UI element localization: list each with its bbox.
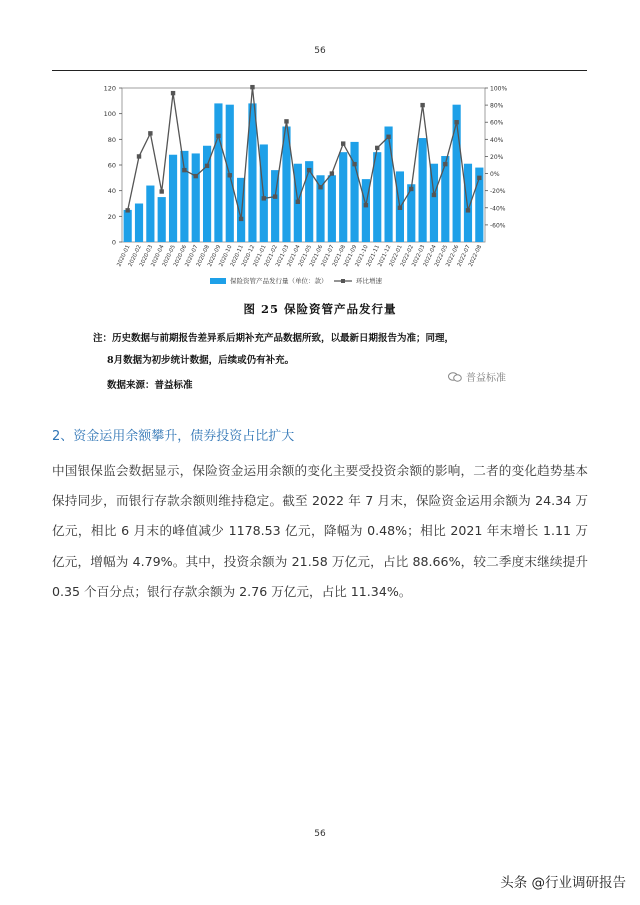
growth-point bbox=[477, 176, 481, 180]
growth-point bbox=[160, 189, 164, 193]
growth-point bbox=[432, 193, 436, 197]
left-tick-label: 20 bbox=[107, 212, 116, 221]
bar bbox=[180, 151, 188, 242]
growth-point bbox=[125, 208, 129, 212]
x-tick-label: 2020-10 bbox=[218, 244, 234, 268]
growth-point bbox=[148, 131, 152, 135]
top-rule bbox=[52, 70, 587, 71]
x-tick-label: 2020-07 bbox=[184, 244, 200, 268]
left-tick-label: 60 bbox=[107, 161, 116, 170]
x-tick-label: 2021-04 bbox=[286, 244, 302, 268]
footer-brand: 头条 @行业调研报告 bbox=[500, 875, 626, 891]
x-tick-label: 2021-01 bbox=[252, 244, 268, 268]
watermark-text: 普益标准 bbox=[466, 373, 506, 384]
growth-point bbox=[228, 173, 232, 177]
figure-note-line-1: 注：历史数据与前期报告差异系后期补充产品数据所致，以最新日期报告为准；同理， bbox=[93, 333, 455, 344]
bar bbox=[339, 152, 347, 242]
growth-point bbox=[284, 119, 288, 123]
growth-point bbox=[330, 171, 334, 175]
growth-point bbox=[273, 194, 277, 198]
x-tick-label: 2020-02 bbox=[127, 244, 143, 268]
x-tick-label: 2021-12 bbox=[377, 244, 393, 268]
growth-point bbox=[216, 134, 220, 138]
growth-point bbox=[250, 85, 254, 89]
growth-point bbox=[341, 141, 345, 145]
bar bbox=[214, 103, 222, 242]
right-tick-label: 20% bbox=[490, 153, 504, 161]
x-tick-label: 2020-05 bbox=[161, 244, 177, 268]
data-source: 数据来源：普益标准 bbox=[107, 380, 193, 391]
growth-point bbox=[307, 168, 311, 172]
growth-point bbox=[454, 120, 458, 124]
bar bbox=[441, 156, 449, 242]
growth-point bbox=[296, 200, 300, 204]
figure-note-line-2: 8月数据为初步统计数据，后续或仍有补充。 bbox=[107, 355, 295, 366]
bar bbox=[158, 197, 166, 242]
x-tick-label: 2021-06 bbox=[309, 244, 325, 268]
figure-caption: 图 25 保险资管产品发行量 bbox=[243, 302, 397, 316]
right-tick-label: -40% bbox=[490, 205, 506, 213]
body-paragraph: 中国银保监会数据显示，保险资金运用余额的变化主要受投资余额的影响，二者的变化趋势基本保持同步，而银行存款余额则维持稳定。截至 2022 年 7 月末，保险资金运用余额为 24.34 万亿元，相比 6 月末的峰值减少 1178.53 亿元，降幅为 0.48%；相比 2021 年末增长 1.11 万亿元，增幅为 4.79%。其中，投资余额为 21.58 万亿元，占比 88.66%，较二季度末继续提升 0.35 个百分点；银行存款余额为 2.76 万亿元，占比 11.34%。 bbox=[52, 463, 588, 599]
x-tick-label: 2022-02 bbox=[399, 244, 416, 268]
left-tick-label: 100 bbox=[103, 110, 116, 119]
page-number-bottom: 56 bbox=[314, 829, 326, 839]
x-tick-label: 2020-12 bbox=[241, 244, 257, 268]
bar bbox=[203, 146, 211, 242]
growth-point bbox=[386, 135, 390, 139]
left-tick-label: 40 bbox=[107, 187, 116, 196]
x-tick-label: 2020-09 bbox=[207, 244, 223, 268]
left-tick-label: 80 bbox=[107, 135, 116, 144]
growth-point bbox=[352, 162, 356, 166]
right-tick-label: -20% bbox=[490, 188, 506, 196]
right-tick-label: 80% bbox=[490, 102, 504, 110]
wechat-icon bbox=[448, 372, 462, 382]
x-tick-label: 2021-09 bbox=[343, 244, 359, 268]
growth-point bbox=[420, 103, 424, 107]
right-tick-label: 40% bbox=[490, 136, 504, 144]
bar bbox=[135, 204, 143, 243]
legend-bar-swatch bbox=[210, 278, 226, 284]
growth-point bbox=[318, 185, 322, 189]
x-tick-label: 2021-03 bbox=[275, 244, 291, 268]
right-tick-label: -60% bbox=[490, 222, 506, 230]
left-tick-label: 120 bbox=[103, 84, 116, 93]
bar bbox=[350, 142, 358, 242]
growth-point bbox=[409, 187, 413, 191]
growth-point bbox=[443, 162, 447, 166]
growth-point bbox=[205, 164, 209, 168]
bar bbox=[192, 153, 200, 242]
x-tick-label: 2022-06 bbox=[445, 244, 461, 268]
bar bbox=[124, 210, 132, 242]
right-tick-label: 0% bbox=[490, 171, 500, 179]
x-tick-label: 2021-02 bbox=[263, 244, 279, 268]
growth-point bbox=[194, 174, 198, 178]
x-tick-label: 2021-08 bbox=[331, 244, 348, 268]
growth-point bbox=[182, 168, 186, 172]
x-tick-label: 2020-08 bbox=[195, 244, 211, 268]
bar bbox=[146, 186, 154, 242]
right-tick-label: 60% bbox=[490, 119, 504, 127]
bar bbox=[169, 155, 177, 242]
right-tick-label: 100% bbox=[490, 85, 508, 93]
growth-point bbox=[137, 154, 141, 158]
bar bbox=[419, 138, 427, 242]
x-tick-label: 2020-01 bbox=[116, 244, 132, 268]
x-tick-label: 2022-07 bbox=[456, 244, 472, 268]
section-heading: 2、资金运用余额攀升，债券投资占比扩大 bbox=[52, 429, 295, 444]
x-tick-label: 2022-04 bbox=[422, 244, 438, 268]
x-tick-label: 2020-06 bbox=[173, 244, 189, 268]
x-tick-label: 2021-11 bbox=[365, 244, 382, 268]
growth-point bbox=[364, 203, 368, 207]
page-number-top: 56 bbox=[314, 46, 326, 56]
x-tick-label: 2020-11 bbox=[229, 244, 245, 268]
legend-line-marker bbox=[341, 279, 345, 283]
left-tick-label: 0 bbox=[111, 238, 116, 247]
growth-point bbox=[262, 196, 266, 200]
x-tick-label: 2022-01 bbox=[388, 244, 404, 268]
growth-point bbox=[398, 206, 402, 210]
bar bbox=[328, 175, 336, 242]
x-tick-label: 2022-08 bbox=[467, 244, 484, 268]
x-tick-label: 2021-05 bbox=[297, 244, 313, 268]
growth-point bbox=[171, 91, 175, 95]
growth-point bbox=[239, 217, 243, 221]
x-tick-label: 2020-04 bbox=[150, 244, 166, 268]
x-tick-label: 2020-03 bbox=[139, 244, 155, 268]
bar bbox=[384, 127, 392, 243]
x-tick-label: 2021-10 bbox=[354, 244, 370, 268]
legend-bar-label: 保险资管产品发行量（单位：款） bbox=[230, 277, 328, 285]
growth-point bbox=[375, 146, 379, 150]
growth-point bbox=[466, 208, 470, 212]
x-tick-label: 2022-05 bbox=[433, 244, 450, 268]
watermark bbox=[448, 369, 506, 384]
legend-line-label: 环比增速 bbox=[356, 277, 382, 285]
x-tick-label: 2022-03 bbox=[411, 244, 427, 268]
issuance-chart bbox=[60, 78, 510, 298]
x-tick-label: 2021-07 bbox=[320, 244, 336, 268]
